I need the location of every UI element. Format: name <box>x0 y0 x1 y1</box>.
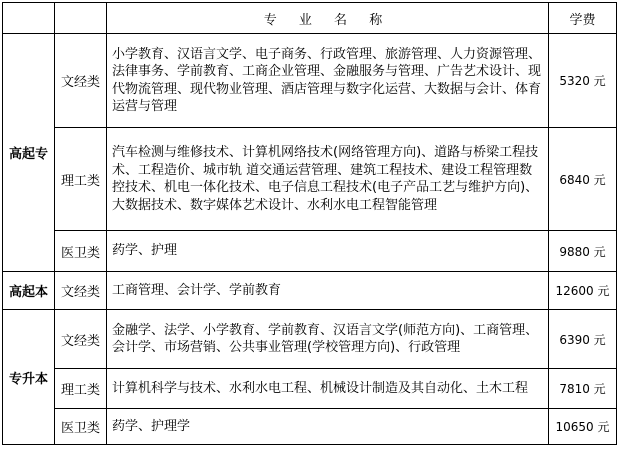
majors-cell: 药学、护理学 <box>107 409 549 445</box>
fee-cell: 6840 元 <box>549 128 617 231</box>
category-cell: 医卫类 <box>55 231 107 272</box>
header-fee: 学费 <box>549 3 617 34</box>
category-cell: 医卫类 <box>55 409 107 445</box>
fee-cell: 7810 元 <box>549 369 617 409</box>
category-cell: 文经类 <box>55 310 107 369</box>
table-row <box>3 128 617 231</box>
category-cell: 文经类 <box>55 272 107 310</box>
category-cell: 理工类 <box>55 128 107 231</box>
table-row <box>3 310 617 369</box>
fee-cell: 6390 元 <box>549 310 617 369</box>
table-row <box>3 409 617 445</box>
fee-cell: 12600 元 <box>549 272 617 310</box>
fee-cell: 10650 元 <box>549 409 617 445</box>
majors-cell: 小学教育、汉语言文学、电子商务、行政管理、旅游管理、人力资源管理、法律事务、学前教育、工商企业管理、金融服务与管理、广告艺术设计、现代物流管理、现代物业管理、酒店管理与数字化运营、大数据与会计、体育运营与管理 <box>107 34 549 128</box>
majors-cell: 计算机科学与技术、水利水电工程、机械设计制造及其自动化、土木工程 <box>107 369 549 409</box>
header-blank-category <box>55 3 107 34</box>
level-cell: 高起专 <box>3 34 55 272</box>
tuition-fee-table <box>2 2 617 445</box>
header-blank-level <box>3 3 55 34</box>
fee-cell: 5320 元 <box>549 34 617 128</box>
header-majors: 专 业 名 称 <box>107 3 549 34</box>
table-row <box>3 272 617 310</box>
level-cell: 专升本 <box>3 310 55 445</box>
category-cell: 理工类 <box>55 369 107 409</box>
header-row <box>3 3 617 34</box>
majors-cell: 药学、护理 <box>107 231 549 272</box>
level-cell: 高起本 <box>3 272 55 310</box>
table-row <box>3 369 617 409</box>
majors-cell: 汽车检测与维修技术、计算机网络技术(网络管理方向)、道路与桥梁工程技术、工程造价、城市轨 道交通运营管理、建筑工程技术、建设工程管理数控技术、机电一体化技术、电子信息工程技术(电子产品工艺与维护方向)、大数据技术、数字媒体艺术设计、水利水电工程智能管理 <box>107 128 549 231</box>
majors-cell: 金融学、法学、小学教育、学前教育、汉语言文学(师范方向)、工商管理、会计学、市场营销、公共事业管理(学校管理方向)、行政管理 <box>107 310 549 369</box>
table-row <box>3 34 617 128</box>
category-cell: 文经类 <box>55 34 107 128</box>
table-row <box>3 231 617 272</box>
majors-cell: 工商管理、会计学、学前教育 <box>107 272 549 310</box>
fee-cell: 9880 元 <box>549 231 617 272</box>
